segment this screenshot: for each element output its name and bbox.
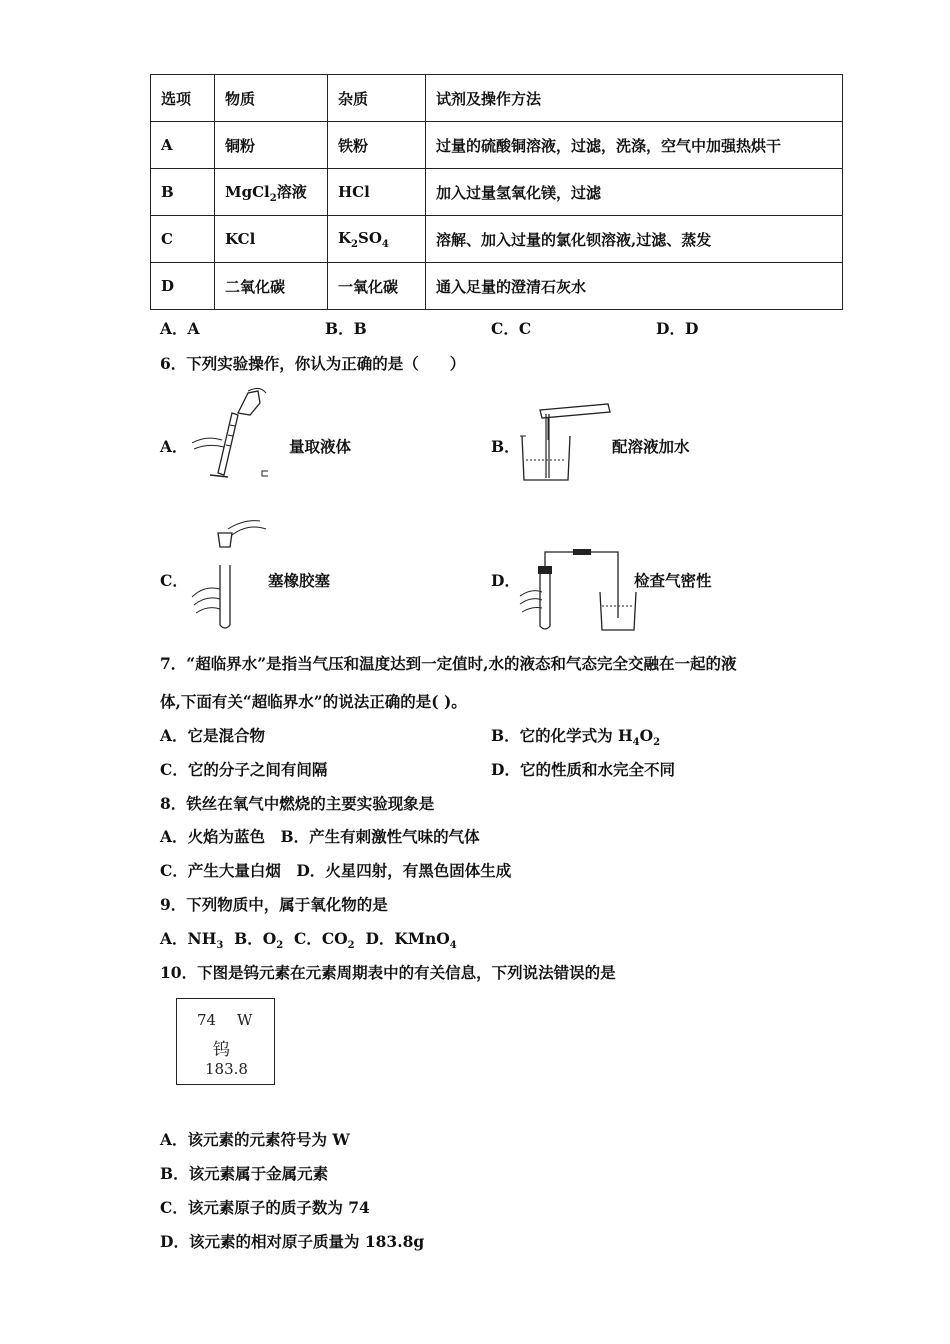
- cell-option: D: [151, 263, 215, 310]
- option-text: D．KMnO: [365, 929, 450, 948]
- q5-table: [150, 74, 843, 310]
- q6-option-b-letter: B．: [491, 437, 520, 456]
- formula-subscript: 4: [381, 238, 389, 250]
- formula-text: K: [338, 228, 352, 247]
- formula-text: SO: [358, 228, 382, 247]
- table-row: [151, 169, 843, 216]
- cell-impurity: 一氧化碳: [328, 263, 426, 310]
- q7-stem-line1: 7．“超临界水”是指当气压和温度达到一定值时,水的液态和气态完全交融在一起的液: [160, 654, 737, 673]
- q6-option-d-letter: D．: [491, 571, 520, 590]
- q10-option-a: A．该元素的元素符号为 W: [160, 1130, 350, 1149]
- beaker-pouring-illustration: [518, 400, 613, 484]
- cell-method: 溶解、加入过量的氯化钡溶液,过滤、蒸发: [426, 216, 843, 263]
- formula-text: MgCl: [225, 182, 270, 201]
- header-cell: 物质: [215, 75, 328, 122]
- q5-option-b: B．B: [325, 319, 367, 338]
- cell-method: 通入足量的澄清石灰水: [426, 263, 843, 310]
- cell-substance: [215, 169, 328, 216]
- formula-subscript: 2: [347, 940, 355, 952]
- formula-subscript: 2: [653, 737, 661, 749]
- q6-option-b-caption: 配溶液加水: [612, 437, 690, 456]
- table-row: [151, 263, 843, 310]
- element-card: [176, 998, 275, 1085]
- cell-substance: KCl: [215, 216, 328, 263]
- q6-option-a-letter: A．: [160, 437, 188, 456]
- formula-subscript: 3: [216, 940, 224, 952]
- q9-stem: 9．下列物质中，属于氧化物的是: [160, 895, 388, 914]
- option-text: O: [639, 726, 654, 745]
- formula-subscript: 2: [276, 940, 284, 952]
- q10-stem: 10．下图是钨元素在元素周期表中的有关信息，下列说法错误的是: [160, 963, 616, 982]
- cell-method: 过量的硫酸铜溶液，过滤，洗涤，空气中加强热烘干: [426, 122, 843, 169]
- formula-subscript: 4: [449, 940, 457, 952]
- cell-method: 加入过量氢氧化镁，过滤: [426, 169, 843, 216]
- q6-stem: 6．下列实验操作，你认为正确的是（ ）: [160, 354, 466, 373]
- cell-substance: 二氧化碳: [215, 263, 328, 310]
- q7-option-b: [491, 724, 660, 748]
- atomic-number: 74: [197, 1011, 217, 1029]
- table-row: [151, 122, 843, 169]
- table-header-row: [151, 75, 843, 122]
- table-row: [151, 216, 843, 263]
- cell-impurity: 铁粉: [328, 122, 426, 169]
- q9-option-b: [234, 929, 284, 952]
- q8-options-line1: A．火焰为蓝色 B．产生有刺激性气味的气体: [160, 827, 480, 846]
- formula-subscript: 4: [632, 737, 640, 749]
- q5-option-c: C．C: [491, 319, 532, 338]
- cell-option: C: [151, 216, 215, 263]
- element-symbol: W: [237, 1011, 253, 1029]
- q5-option-d: D．D: [656, 319, 699, 338]
- q10-option-c: C．该元素原子的质子数为 74: [160, 1198, 370, 1217]
- q8-options-line2: C．产生大量白烟 D．火星四射，有黑色固体生成: [160, 861, 512, 880]
- option-text: B．O: [234, 929, 277, 948]
- formula-subscript: 2: [269, 192, 277, 204]
- q6-option-d-caption: 检查气密性: [634, 571, 712, 590]
- cell-impurity: [328, 216, 426, 263]
- formula-subscript: 2: [351, 238, 359, 250]
- q5-option-a: A．A: [160, 319, 200, 338]
- q8-stem: 8．铁丝在氧气中燃烧的主要实验现象是: [160, 794, 435, 813]
- option-text: A．NH: [160, 929, 217, 948]
- cell-option: A: [151, 122, 215, 169]
- option-text: B．它的化学式为 H: [491, 726, 633, 745]
- q6-option-c-caption: 塞橡胶塞: [268, 571, 331, 590]
- q7-stem-line2: 体,下面有关“超临界水”的说法正确的是( )。: [160, 692, 467, 711]
- q9-option-a: [160, 929, 224, 952]
- atomic-mass: 183.8: [205, 1060, 248, 1078]
- cell-option: B: [151, 169, 215, 216]
- measuring-cylinder-illustration: [188, 385, 268, 480]
- q7-option-d: D．它的性质和水完全不同: [491, 760, 675, 779]
- airtightness-check-illustration: [518, 548, 638, 632]
- q9-options: [160, 927, 457, 951]
- q7-option-c: C．它的分子之间有间隔: [160, 760, 328, 779]
- header-cell: 杂质: [328, 75, 426, 122]
- q10-option-b: B．该元素属于金属元素: [160, 1164, 329, 1183]
- cell-impurity: HCl: [328, 169, 426, 216]
- formula-text: 溶液: [276, 182, 307, 201]
- cell-substance: 铜粉: [215, 122, 328, 169]
- option-text: C．CO: [293, 929, 348, 948]
- q6-option-a-caption: 量取液体: [289, 437, 352, 456]
- q6-option-c-letter: C．: [160, 571, 188, 590]
- header-cell: 试剂及操作方法: [426, 75, 843, 122]
- header-cell: 选项: [151, 75, 215, 122]
- q7-option-a: A．它是混合物: [160, 726, 266, 745]
- q9-option-d: [365, 929, 457, 952]
- q10-option-d: D．该元素的相对原子质量为 183.8g: [160, 1232, 425, 1251]
- element-name: 钨: [213, 1040, 230, 1060]
- test-tube-stopper-illustration: [188, 515, 268, 633]
- q9-option-c: [293, 929, 355, 952]
